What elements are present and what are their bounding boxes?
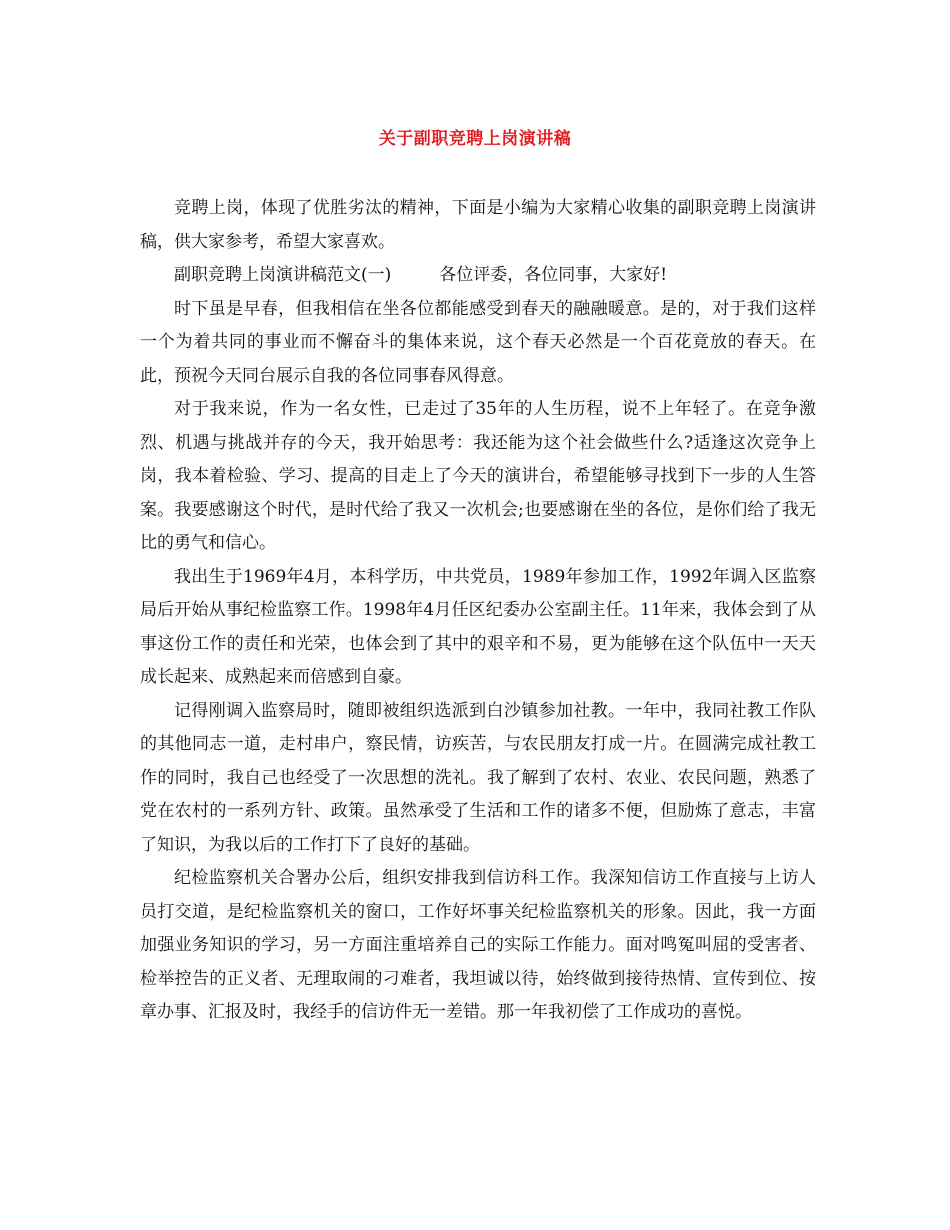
- document-body: [140, 192, 816, 1030]
- body-paragraph: 我出生于1969年4月，本科学历，中共党员，1989年参加工作，1992年调入区监察局后开始从事纪检监察工作。1998年4月任区纪委办公室副主任。11年来，我体会到了从事这份工作的责任和光荣，也体会到了其中的艰辛和不易，更为能够在这个队伍中一天天成长起来、成熟起来而倍感到自豪。: [140, 566, 816, 687]
- body-paragraph: 对于我来说，作为一名女性，已走过了35年的人生历程，说不上年轻了。在竞争激烈、机遇与挑战并存的今天，我开始思考：我还能为这个社会做些什么?适逢这次竞争上岗，我本着检验、学习、提高的目走上了今天的演讲台，希望能够寻找到下一步的人生答案。我要感谢这个时代，是时代给了我又一次机会;也要感谢在坐的各位，是你们给了我无比的勇气和信心。: [140, 399, 816, 553]
- body-paragraph: 时下虽是早春，但我相信在坐各位都能感受到春天的融融暖意。是的，对于我们这样一个为着共同的事业而不懈奋斗的集体来说，这个春天必然是一个百花竟放的春天。在此，预祝今天同台展示自我的各位同事春风得意。: [140, 298, 816, 386]
- greeting-text: 各位评委，各位同事，大家好!: [439, 265, 668, 285]
- body-paragraph: 记得刚调入监察局时，随即被组织选派到白沙镇参加社教。一年中，我同社教工作队的其他同志一道，走村串户，察民情，访疾苦，与农民朋友打成一片。在圆满完成社教工作的同时，我自己也经受了一次思想的洗礼。我了解到了农村、农业、农民问题，熟悉了党在农村的一系列方针、政策。虽然承受了生活和工作的诸多不便，但励炼了意志，丰富了知识，为我以后的工作打下了良好的基础。: [140, 700, 816, 855]
- sample-heading-label: 副职竞聘上岗演讲稿范文(一): [174, 265, 392, 285]
- intro-paragraph: 竞聘上岗，体现了优胜劣汰的精神，下面是小编为大家精心收集的副职竞聘上岗演讲稿，供大家参考，希望大家喜欢。: [140, 198, 816, 252]
- document-title: 关于副职竞聘上岗演讲稿: [378, 129, 572, 149]
- body-paragraph: 纪检监察机关合署办公后，组织安排我到信访科工作。我深知信访工作直接与上访人员打交道，是纪检监察机关的窗口，工作好坏事关纪检监察机关的形象。因此，我一方面加强业务知识的学习，另一方面注重培养自己的实际工作能力。面对鸣冤叫屈的受害者、检举控告的正义者、无理取闹的刁难者，我坦诚以待，始终做到接待热情、宣传到位、按章办事、汇报及时，我经手的信访件无一差错。那一年我初偿了工作成功的喜悦。: [140, 868, 816, 1022]
- sample-heading-line: [140, 259, 816, 293]
